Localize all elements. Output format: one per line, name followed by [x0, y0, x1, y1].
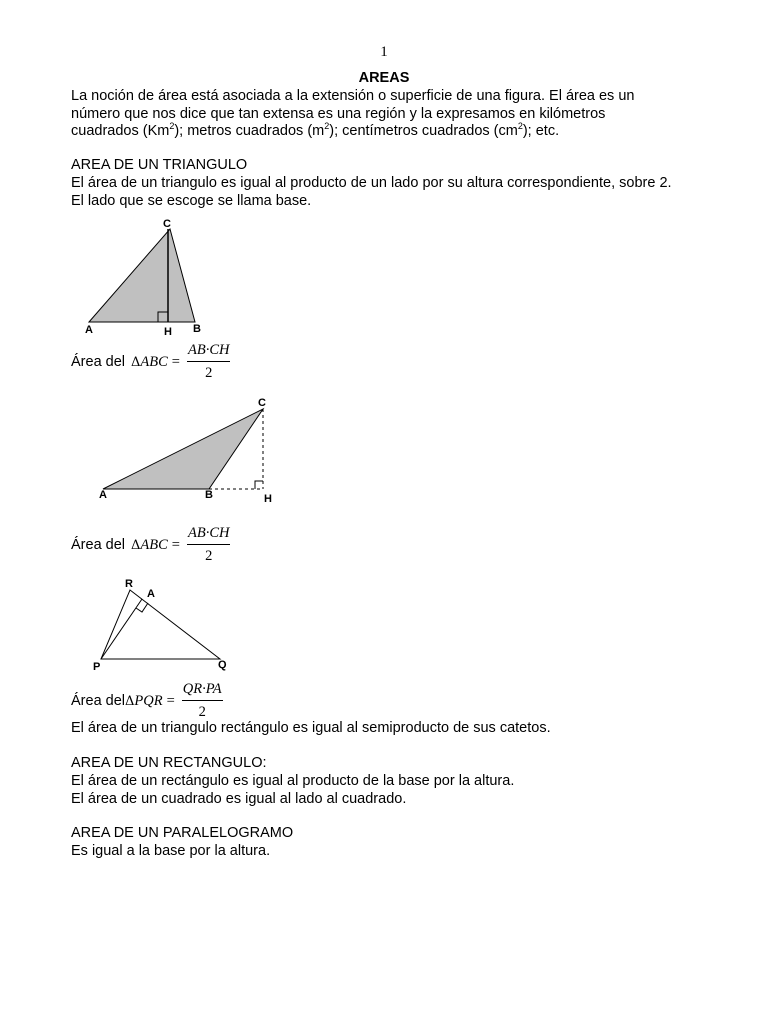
triangle-name: PQR [134, 692, 163, 709]
formula-pqr [71, 681, 223, 721]
right-triangle-note: El área de un triangulo rectángulo es igual al semiproducto de sus catetos. [71, 720, 551, 736]
label-b: B [205, 489, 213, 501]
delta-symbol: Δ [125, 693, 135, 709]
triangle-name: ABC [140, 536, 168, 553]
denominator: 2 [198, 704, 206, 720]
triangle-abc-shape [103, 409, 263, 489]
parallelogram-heading: AREA DE UN PARALELOGRAMO [71, 825, 294, 841]
label-b: B [193, 323, 201, 335]
numerator: AB·CH [187, 525, 230, 545]
triangle-figure-obtuse [95, 393, 285, 508]
square-line: El área de un cuadrado es igual al lado al cuadrado. [71, 790, 407, 807]
equals-sign: = [166, 692, 175, 709]
triangle-heading: AREA DE UN TRIANGULO [71, 157, 248, 173]
intro-text-km: cuadrados (Km [71, 123, 170, 139]
superscript-km: 2 [169, 121, 175, 131]
triangle-pqr-shape [101, 590, 220, 659]
intro-paragraph [71, 88, 634, 141]
right-angle-mark [255, 481, 263, 489]
triangle-abc-shape [89, 229, 195, 322]
intro-text-cm: ); centímetros cuadrados (cm [329, 123, 518, 139]
intro-line-1: La noción de área está asociada a la extensión o superficie de una figura. El área es un [71, 88, 635, 104]
formula-lhs [125, 693, 179, 710]
numerator: QR·PA [182, 681, 223, 701]
formula-prefix: Área del [71, 537, 126, 553]
formula-abc-1 [71, 342, 230, 382]
rectangle-paragraph [71, 773, 514, 808]
equals-sign: = [171, 536, 180, 553]
intro-text-m: ); metros cuadrados (m [174, 123, 325, 139]
delta-symbol: Δ [131, 537, 141, 553]
triangle-figure-acute [80, 215, 220, 340]
altitude-pa [101, 599, 142, 659]
equals-sign: = [171, 353, 180, 370]
page-title: AREAS [358, 70, 410, 86]
formula-prefix: Área del [71, 693, 126, 709]
denominator: 2 [205, 548, 213, 564]
label-h: H [264, 493, 272, 505]
triangle-line-2: El lado que se escoge se llama base. [71, 192, 312, 209]
label-a: A [147, 588, 155, 600]
triangle-line-1: El área de un triangulo es igual al producto de un lado por su altura correspondiente, sobre 2. [71, 175, 672, 191]
numerator: AB·CH [187, 342, 230, 362]
delta-symbol: Δ [131, 354, 141, 370]
label-c: C [258, 397, 266, 409]
label-a: A [85, 324, 93, 336]
rectangle-line-1: El área de un rectángulo es igual al producto de la base por la altura. [71, 773, 515, 789]
triangle-paragraph [71, 175, 672, 210]
fraction [187, 342, 230, 382]
formula-prefix: Área del [71, 354, 126, 370]
label-q: Q [218, 659, 227, 671]
page-number: 1 [380, 44, 388, 60]
label-c: C [163, 218, 171, 230]
intro-line-3 [71, 123, 634, 141]
superscript-cm: 2 [517, 121, 523, 131]
formula-lhs [131, 537, 184, 554]
superscript-m: 2 [324, 121, 330, 131]
triangle-name: ABC [140, 353, 168, 370]
intro-line-2: número que nos dice que tan extensa es una región y la expresamos en kilómetros [71, 105, 606, 122]
intro-text-end: ); etc. [522, 123, 560, 139]
formula-abc-2 [71, 525, 230, 565]
label-r: R [125, 578, 133, 590]
denominator: 2 [205, 365, 213, 381]
label-h: H [164, 326, 172, 338]
label-a: A [99, 489, 107, 501]
formula-lhs [131, 354, 184, 371]
label-p: P [93, 661, 101, 673]
triangle-figure-pqr [88, 575, 248, 675]
fraction [182, 681, 223, 721]
parallelogram-line: Es igual a la base por la altura. [71, 843, 271, 859]
rectangle-heading: AREA DE UN RECTANGULO: [71, 755, 267, 771]
fraction [187, 525, 230, 565]
